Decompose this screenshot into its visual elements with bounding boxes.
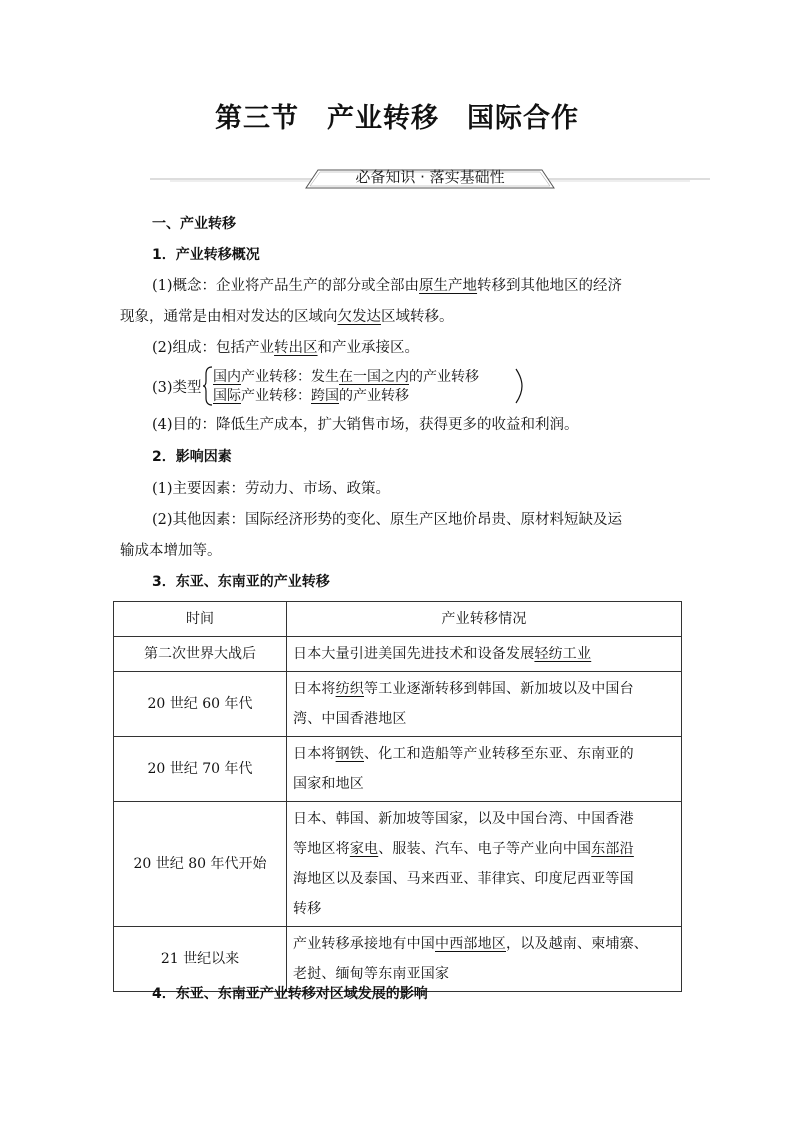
industry-transfer-table (113, 601, 682, 992)
subsection-heading: 2．影响因素 (152, 449, 232, 465)
type-domestic: 国内产业转移：发生在一国之内的产业转移 (213, 369, 479, 385)
other-factors-line-1: (2)其他因素：国际经济形势的变化、原生产区地价昂贵、原材料短缺及运 (152, 512, 623, 528)
table-row (114, 802, 682, 927)
purpose-line: (4)目的：降低生产成本，扩大销售市场，获得更多的收益和利润。 (152, 417, 579, 433)
subsection-heading: 1．产业转移概况 (152, 247, 260, 263)
header-time: 时间 (114, 602, 287, 637)
banner-text: 必备知识 · 落实基础性 (355, 168, 505, 186)
row-time: 第二次世界大战后 (114, 637, 287, 672)
row-situation: 日本大量引进美国先进技术和设备发展轻纺工业 (287, 637, 682, 672)
table-row (114, 927, 682, 992)
row-time: 20 世纪 80 年代开始 (114, 802, 287, 927)
type-international: 国际产业转移：跨国的产业转移 (213, 388, 409, 404)
row-situation: 日本、韩国、新加坡等国家，以及中国台湾、中国香港 等地区将家电、服装、汽车、电子等产业向中国东部沿 海地区以及泰国、马来西亚、菲律宾、印度尼西亚等国 转移 (287, 802, 682, 927)
concept-line-1: (1)概念：企业将产品生产的部分或全部由原生产地转移到其他地区的经济 (152, 278, 623, 294)
composition-line: (2)组成：包括产业转出区和产业承接区。 (152, 340, 420, 356)
row-situation: 产业转移承接地有中国中西部地区，以及越南、柬埔寨、 老挝、缅甸等东南亚国家 (287, 927, 682, 992)
row-time: 21 世纪以来 (114, 927, 287, 992)
row-time: 20 世纪 70 年代 (114, 737, 287, 802)
subsection-heading: 3．东亚、东南亚的产业转移 (152, 574, 330, 590)
table-row (114, 637, 682, 672)
concept-line-2: 现象，通常是由相对发达的区域向欠发达区域转移。 (120, 309, 454, 325)
row-situation: 日本将纺织等工业逐渐转移到韩国、新加坡以及中国台 湾、中国香港地区 (287, 672, 682, 737)
main-factors: (1)主要因素：劳动力、市场、政策。 (152, 481, 391, 497)
other-factors-line-2: 输成本增加等。 (120, 543, 222, 559)
header-situation: 产业转移情况 (287, 602, 682, 637)
row-situation: 日本将钢铁、化工和造船等产业转移至东亚、东南亚的 国家和地区 (287, 737, 682, 802)
section-banner (150, 168, 710, 190)
page-title: 第三节 产业转移 国际合作 (215, 103, 579, 134)
section-heading: 一、产业转移 (152, 216, 236, 232)
subsection-heading: 4．东亚、东南亚产业转移对区域发展的影响 (152, 986, 428, 1002)
row-time: 20 世纪 60 年代 (114, 672, 287, 737)
right-bracket-icon (514, 368, 524, 404)
table-row (114, 737, 682, 802)
types-label: (3)类型 (152, 380, 202, 396)
table-row (114, 672, 682, 737)
table-header-row (114, 602, 682, 637)
